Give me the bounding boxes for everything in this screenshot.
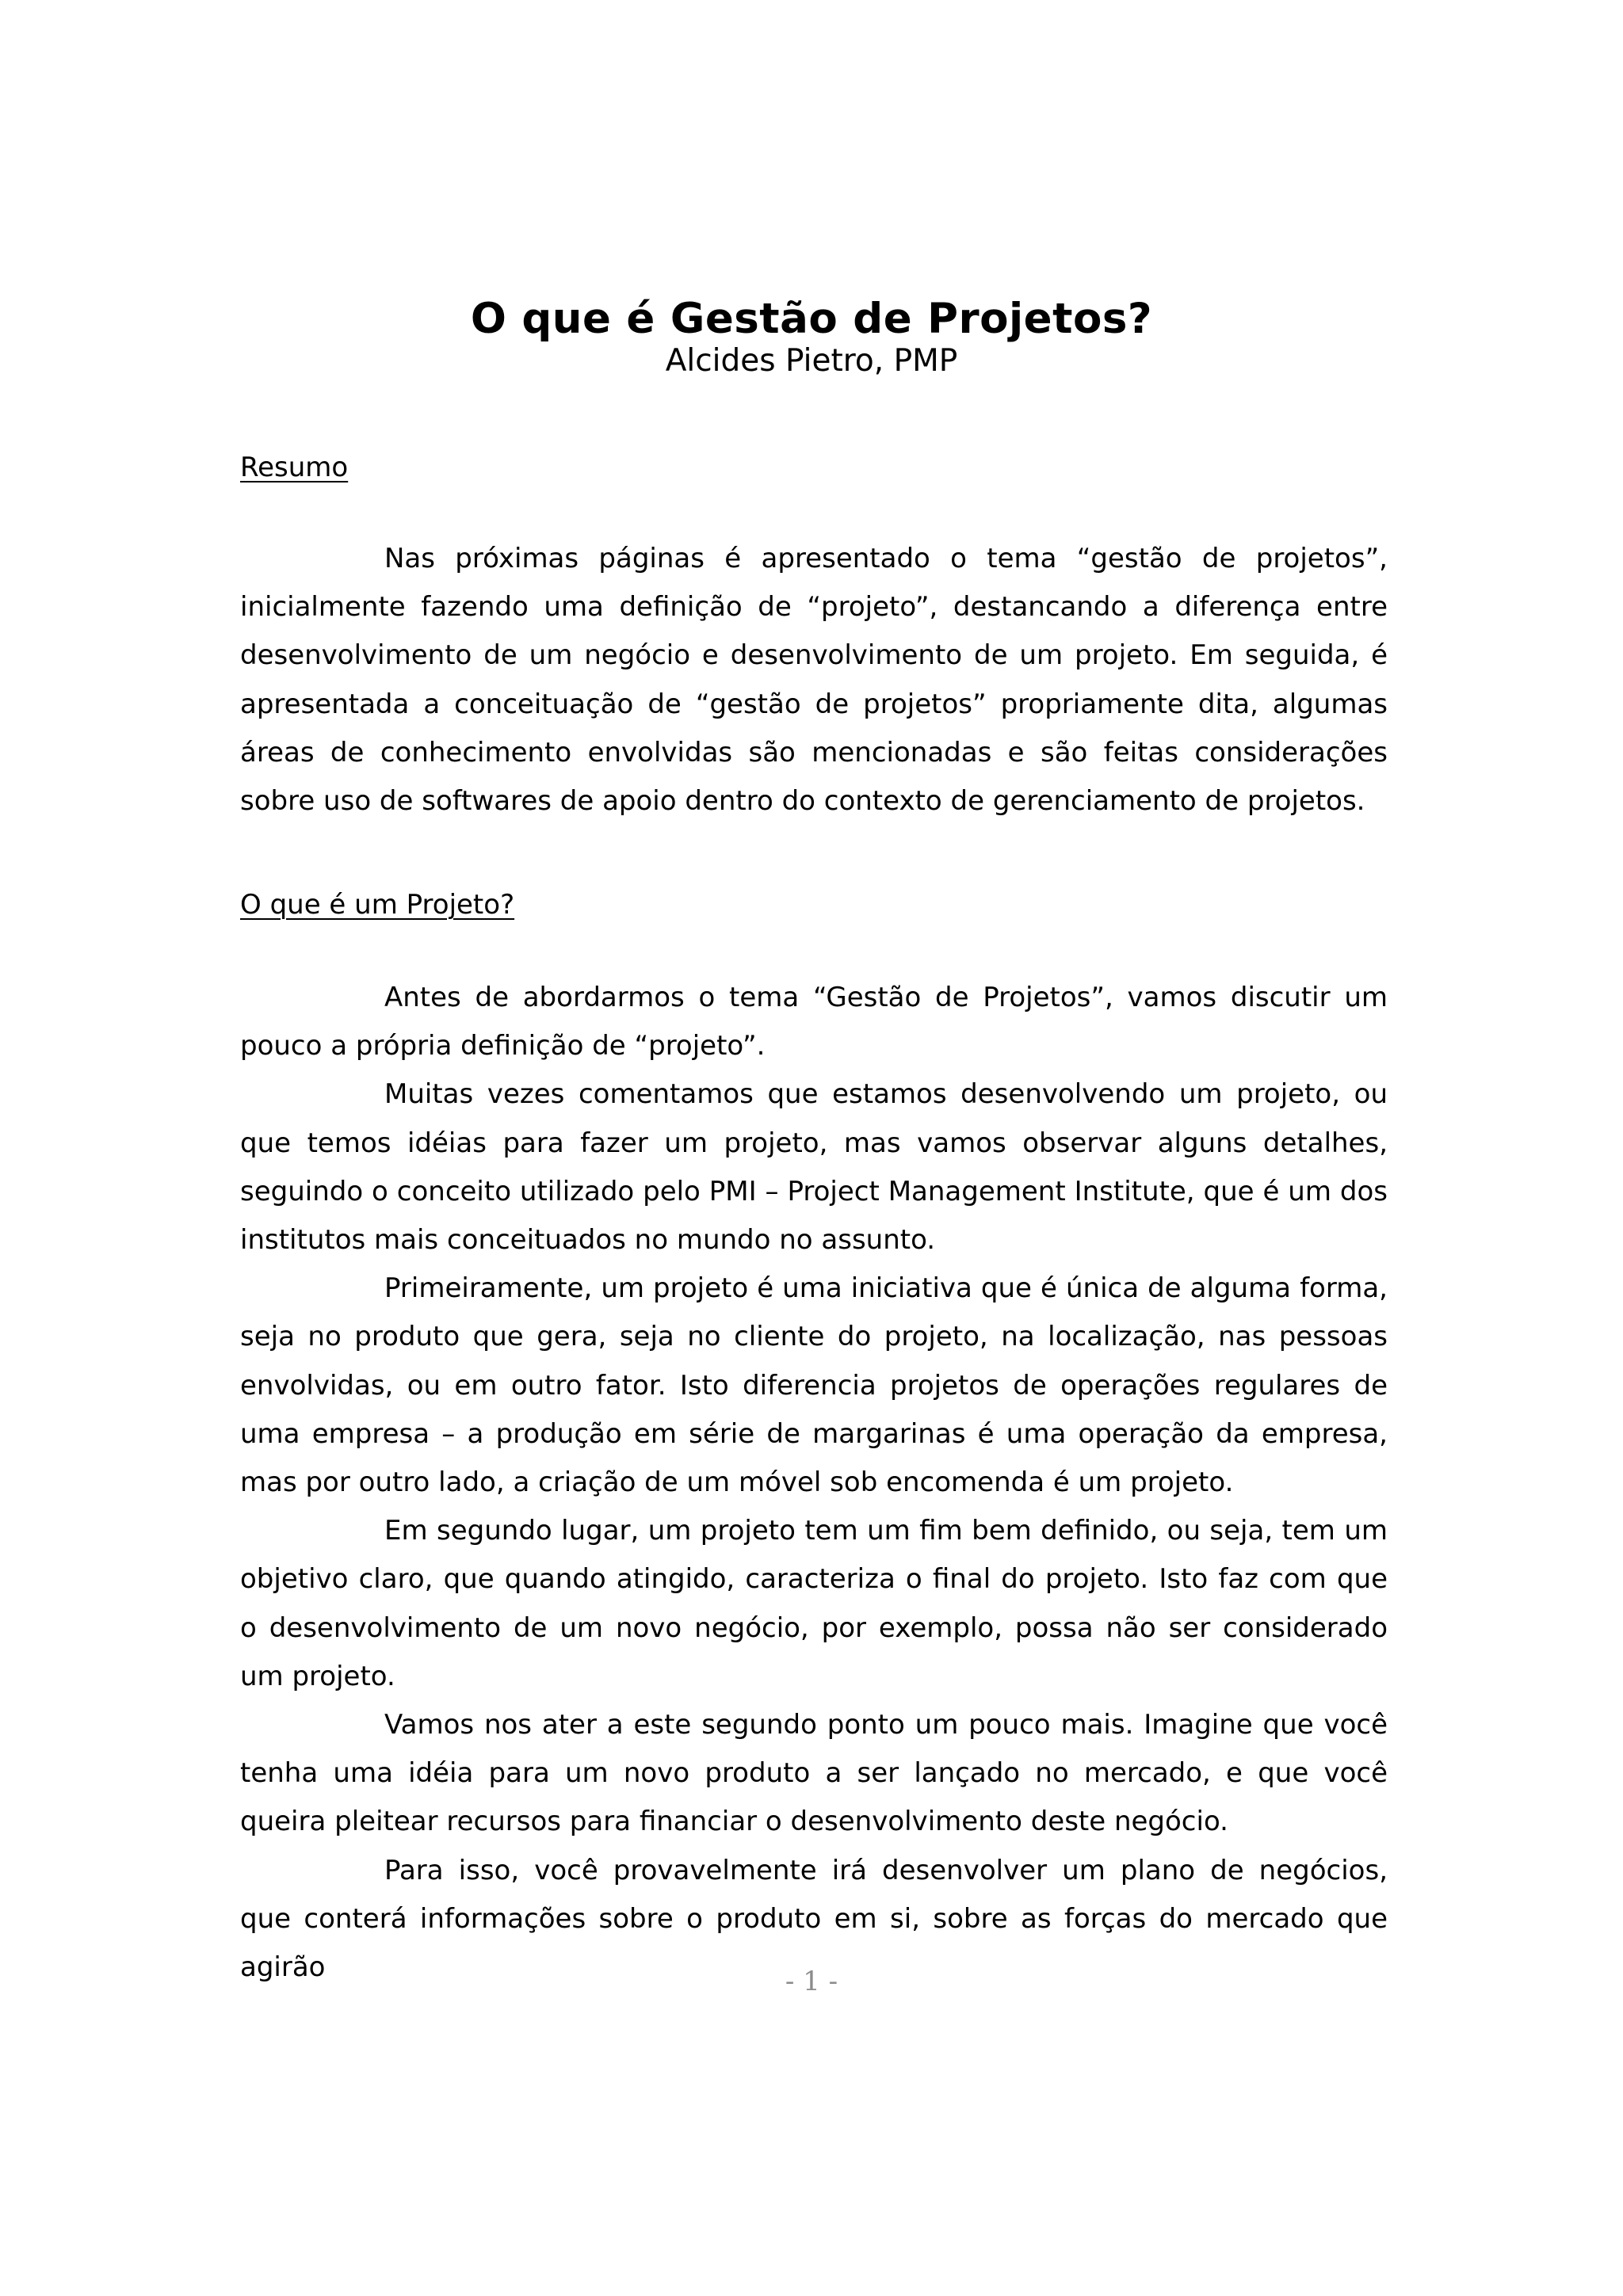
paragraph: Para isso, você provavelmente irá desenvolver um plano de negócios, que conterá informações sobre o produto em si, sobre as forças do mercado que agirão bbox=[240, 1854, 1388, 1984]
page-number: - 1 - bbox=[785, 1966, 838, 1997]
paragraph: Muitas vezes comentamos que estamos desenvolvendo um projeto, ou que temos idéias para fazer um projeto, mas vamos observar alguns detalhes, seguindo o conceito utilizado pelo PMI – Project Management Institute, que é um dos institutos mais conceituados no mundo no assunto. bbox=[240, 1078, 1388, 1257]
paragraph: Antes de abordarmos o tema “Gestão de Projetos”, vamos discutir um pouco a própria definição de “projeto”. bbox=[240, 982, 1388, 1062]
paragraph: Nas próximas páginas é apresentado o tema “gestão de projetos”, inicialmente fazendo uma definição de “projeto”, destancando a diferença entre desenvolvimento de um negócio e desenvolvimento de um projeto. Em seguida, é apresentada a conceituação de “gestão de projetos” propriamente dita, algumas áreas de conhecimento envolvidas são mencionadas e são feitas considerações sobre uso de softwares de apoio dentro do contexto de gerenciamento de projetos. bbox=[240, 543, 1388, 818]
document-author: Alcides Pietro, PMP bbox=[665, 343, 958, 379]
paragraph: Primeiramente, um projeto é uma iniciativa que é única de alguma forma, seja no produto que gera, seja no cliente do projeto, na localização, nas pessoas envolvidas, ou em outro fator. Isto diferencia projetos de operações regulares de uma empresa – a produção em série de margarinas é uma operação da empresa, mas por outro lado, a criação de um móvel sob encomenda é um projeto. bbox=[240, 1272, 1388, 1499]
section-body-projeto bbox=[240, 974, 1388, 1992]
paragraph: Em segundo lugar, um projeto tem um fim bem definido, ou seja, tem um objetivo claro, que quando atingido, caracteriza o final do projeto. Isto faz com que o desenvolvimento de um novo negócio, por exemplo, possa não ser considerado um projeto. bbox=[240, 1515, 1388, 1692]
paragraph: Vamos nos ater a este segundo ponto um pouco mais. Imagine que você tenha uma idéia para um novo produto a ser lançado no mercado, e que você queira pleitear recursos para financiar o desenvolvimento deste negócio. bbox=[240, 1709, 1388, 1838]
section-heading-projeto: O que é um Projeto? bbox=[240, 889, 515, 921]
document-title: O que é Gestão de Projetos? bbox=[470, 295, 1153, 343]
section-body-resumo bbox=[240, 535, 1388, 826]
section-heading-resumo: Resumo bbox=[240, 452, 349, 483]
